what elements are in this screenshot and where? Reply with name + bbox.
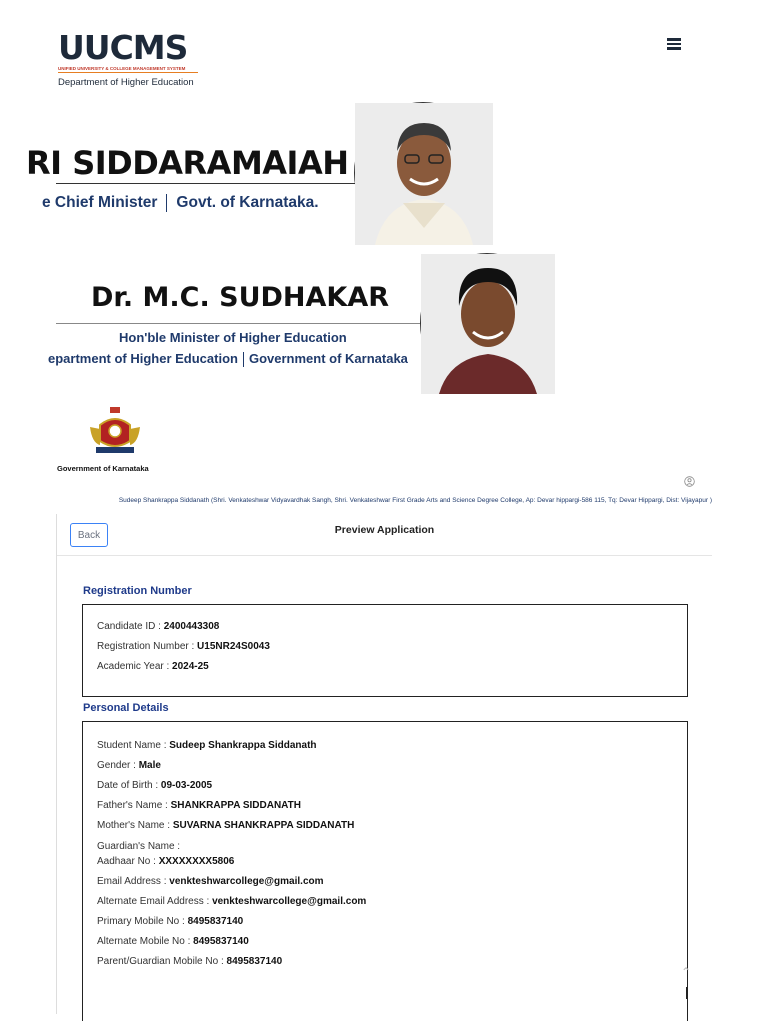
minister-portrait (420, 253, 554, 393)
gender-row: Gender : Male (97, 760, 161, 771)
minister-role: Hon'ble Minister of Higher Education (119, 330, 347, 345)
uucms-logo[interactable] (58, 30, 198, 88)
minister-dept: epartment of Higher Education (48, 351, 238, 366)
primary-mobile-row: Primary Mobile No : 8495837140 (97, 916, 244, 927)
minister-divider (56, 323, 426, 324)
minister-subtitle (48, 351, 408, 367)
guardian-mobile-row: Parent/Guardian Mobile No : 8495837140 (97, 956, 283, 967)
personal-section-title: Personal Details (83, 702, 169, 714)
government-of-karnataka-logo (57, 405, 157, 473)
student-name-row: Student Name : Sudeep Shankrappa Siddanath (97, 740, 317, 751)
aadhaar-row: Aadhaar No : XXXXXXXX5806 (97, 856, 235, 867)
scroll-to-top-icon[interactable]: ⌃ (681, 965, 692, 979)
academic-year-row: Academic Year : 2024-25 (97, 661, 209, 672)
minister-name: Dr. M.C. SUDHAKAR (91, 282, 390, 313)
cm-subtitle (42, 194, 319, 212)
registration-box (82, 604, 688, 697)
user-icon[interactable] (684, 476, 695, 487)
cm-divider (56, 183, 356, 184)
chief-minister-banner (26, 130, 356, 230)
minister-govt: Government of Karnataka (248, 351, 408, 366)
cm-portrait (354, 102, 492, 244)
minister-banner (48, 280, 426, 380)
candidate-id-row: Candidate ID : 2400443308 (97, 621, 220, 632)
cm-role: e Chief Minister (42, 194, 158, 212)
guardian-name-row: Guardian's Name : (97, 841, 181, 852)
back-button[interactable]: Back (70, 523, 108, 547)
registration-number-row: Registration Number : U15NR24S0043 (97, 641, 270, 652)
mother-name-row: Mother's Name : SUVARNA SHANKRAPPA SIDDANATH (97, 820, 355, 831)
email-row: Email Address : venkteshwarcollege@gmail.com (97, 876, 324, 887)
alt-mobile-row: Alternate Mobile No : 8495837140 (97, 936, 249, 947)
user-info-line: Sudeep Shankrappa Siddanath (Shri. Venkateshwar Vidyavardhak Sangh, Shri. Venkateshwar First Grade Arts and Science Degree College, Ap: Devar hippargi-586 115, Tq: Devar Hippargi, Dist: Vijayapur ) (118, 497, 712, 504)
father-name-row: Father's Name : SHANKRAPPA SIDDANATH (97, 800, 301, 811)
preview-application-card (56, 514, 712, 1014)
alt-email-row: Alternate Email Address : venkteshwarcollege@gmail.com (97, 896, 367, 907)
logo-department: Department of Higher Education (58, 77, 194, 88)
cm-govt: Govt. of Karnataka. (176, 194, 319, 212)
karnataka-emblem-icon (86, 405, 144, 457)
hamburger-menu-icon[interactable] (667, 38, 681, 50)
scroll-indicator (686, 987, 687, 999)
personal-details-box (82, 721, 688, 1021)
dob-row: Date of Birth : 09-03-2005 (97, 780, 213, 791)
gov-logo-text: Government of Karnataka (57, 464, 149, 473)
logo-wordmark: UUCMS (58, 28, 188, 67)
cm-name: RI SIDDARAMAIAH (26, 144, 349, 182)
logo-subtitle: UNIFIED UNIVERSITY & COLLEGE MANAGEMENT SYSTEM (58, 66, 198, 73)
registration-section-title: Registration Number (83, 585, 192, 597)
card-header (57, 514, 712, 556)
preview-title: Preview Application (334, 524, 435, 536)
